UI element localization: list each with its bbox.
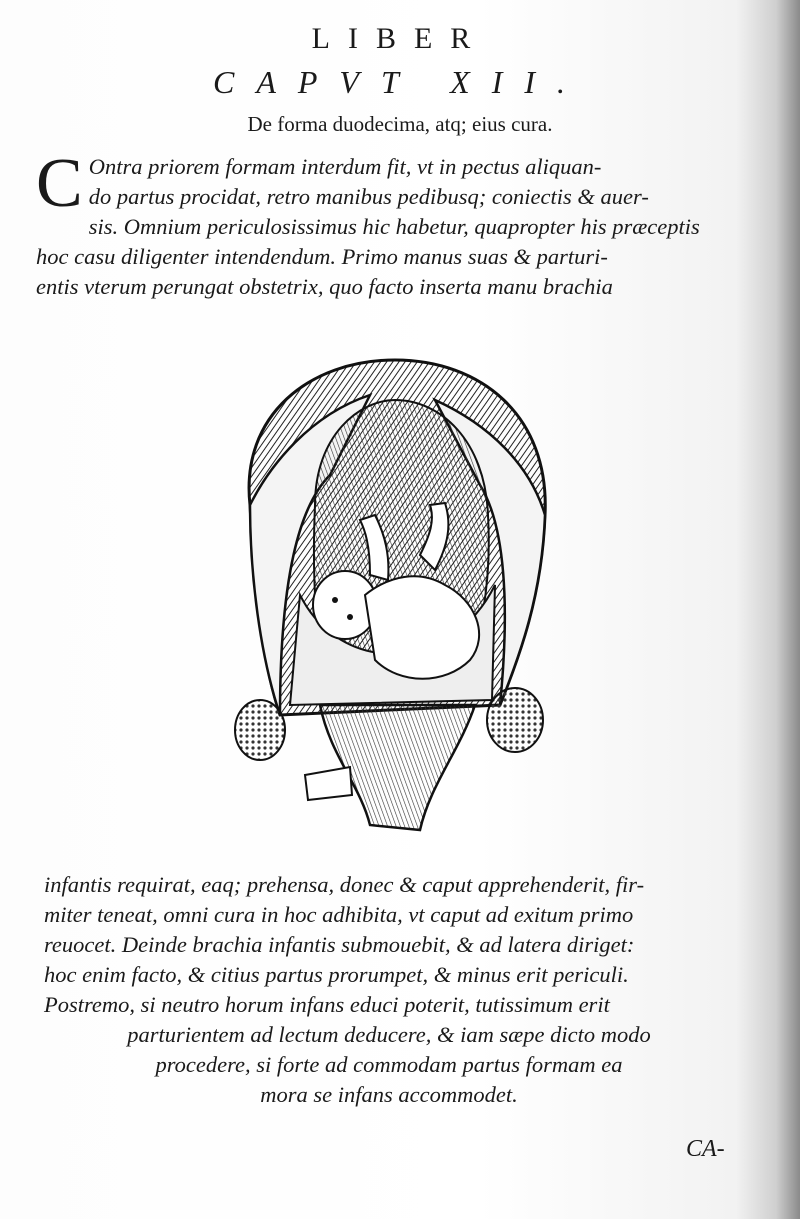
womb-fetus-woodcut-icon: [220, 355, 560, 860]
text-line: parturientem ad lectum deducere, & iam sæpe dicto modo: [127, 1022, 651, 1047]
chapter-heading: CAPVT XII.: [212, 64, 588, 100]
catchword: CA-: [686, 1136, 725, 1162]
text-line: do partus procidat, retro manibus pedibusq; coniectis & auer-: [88, 184, 649, 209]
text-line: Postremo, si neutro horum infans educi poterit, tutissimum erit: [44, 992, 610, 1017]
text-line: infantis requirat, eaq; prehensa, donec & caput apprehenderit, fir-: [44, 872, 645, 897]
text-line: reuocet. Deinde brachia infantis submouebit, & ad latera diriget:: [44, 932, 635, 957]
text-line: Ontra priorem formam interdum fit, vt in pectus aliquan-: [88, 154, 602, 179]
chapter-subtitle: De forma duodecima, atq; eius cura.: [247, 112, 553, 136]
running-head: LIBER: [311, 22, 489, 55]
text-line: hoc casu diligenter intendendum. Primo manus suas & parturi-: [36, 244, 608, 269]
text-line: hoc enim facto, & citius partus prorumpet, & minus erit periculi.: [44, 962, 629, 987]
text-line: procedere, si forte ad commodam partus formam ea: [155, 1052, 623, 1077]
text-line: sis. Omnium periculosissimus hic habetur, quapropter his præceptis: [88, 214, 700, 239]
paragraph-bottom: [44, 870, 734, 1110]
text-line: miter teneat, omni cura in hoc adhibita, vt caput ad exitum primo: [44, 902, 634, 927]
drop-cap: C: [36, 145, 83, 222]
text-line: entis vterum perungat obstetrix, quo facto inserta manu brachia: [36, 274, 613, 299]
paragraph-top: [36, 145, 736, 302]
text-line: mora se infans accommodet.: [260, 1082, 518, 1107]
